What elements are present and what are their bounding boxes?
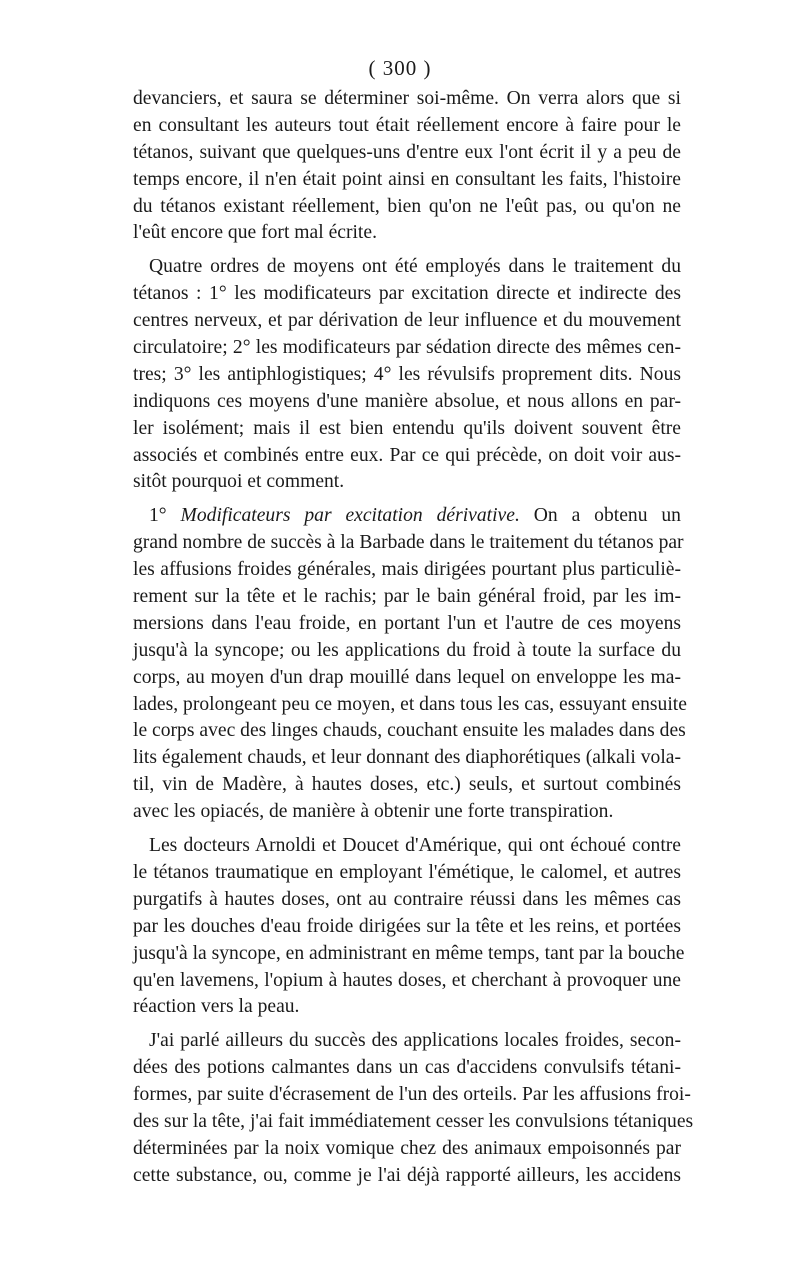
text-line: jusqu'à la syncope, en administrant en même temps, tant par la bouche	[133, 942, 685, 964]
paragraph-2	[133, 254, 681, 496]
text-line: associés et combinés entre eux. Par ce qui précède, on doit voir aus-	[133, 444, 681, 466]
paragraph-1	[133, 86, 681, 247]
text-line: grand nombre de succès à la Barbade dans le traitement du tétanos par	[133, 532, 684, 554]
text-line: ler isolément; mais il est bien entendu qu'ils doivent souvent être	[133, 417, 681, 439]
text-line: corps, au moyen d'un drap mouillé dans lequel on enveloppe les ma-	[133, 666, 681, 688]
text-line: lits également chauds, et leur donnant des diaphorétiques (alkali vola-	[133, 747, 681, 769]
text-line: purgatifs à hautes doses, ont au contraire réussi dans les mêmes cas	[133, 888, 681, 910]
text-line: tres; 3° les antiphlogistiques; 4° les révulsifs proprement dits. Nous	[133, 363, 681, 385]
text-line: des sur la tête, j'ai fait immédiatement cesser les convulsions tétaniques	[133, 1110, 694, 1132]
text-line: til, vin de Madère, à hautes doses, etc.) seuls, et surtout combinés	[133, 774, 681, 796]
text-line: par les douches d'eau froide dirigées sur la tête et les reins, et portées	[133, 915, 681, 937]
text-line: circulatoire; 2° les modificateurs par sédation directe des mêmes cen-	[133, 337, 681, 359]
text-line: devanciers, et saura se déterminer soi-même. On verra alors que si	[133, 88, 681, 109]
text-line: formes, par suite d'écrasement de l'un des orteils. Par les affusions froi-	[133, 1084, 691, 1106]
paragraph-4	[133, 833, 685, 1021]
text-line: avec les opiacés, de manière à obtenir une forte transpiration.	[133, 801, 614, 823]
text-line: le corps avec des linges chauds, couchant ensuite les malades dans des	[133, 720, 686, 742]
text-line: l'eût encore que fort mal écrite.	[133, 222, 377, 244]
paragraph-3	[133, 503, 687, 826]
page-number: ( 300 )	[368, 56, 432, 80]
text-line: réaction vers la peau.	[133, 996, 300, 1018]
text-line: sitôt pourquoi et comment.	[133, 471, 345, 493]
text-line: dées des potions calmantes dans un cas d'accidens convulsifs tétani-	[133, 1057, 681, 1079]
text-line: en consultant les auteurs tout était réellement encore à faire pour le	[133, 114, 681, 136]
text-line: Quatre ordres de moyens ont été employés dans le traitement du	[149, 256, 681, 278]
section-heading: Modificateurs par excitation dérivative.	[180, 505, 520, 527]
text-line: déterminées par la noix vomique chez des animaux empoisonnés par	[133, 1137, 681, 1159]
body-text	[133, 86, 694, 1197]
text-line: centres nerveux, et par dérivation de leur influence et du mouvement	[133, 310, 681, 332]
text-line: J'ai parlé ailleurs du succès des applications locales froides, secon-	[149, 1030, 681, 1052]
text-line: mersions dans l'eau froide, en portant l'un et l'autre de ces moyens	[133, 612, 681, 634]
text-line: du tétanos existant réellement, bien qu'on ne l'eût pas, ou qu'on ne	[133, 195, 681, 217]
text-line: cette substance, ou, comme je l'ai déjà rapporté ailleurs, les accidens	[133, 1164, 681, 1186]
text-fragment: On a obtenu un	[533, 505, 681, 527]
text-line: tétanos : 1° les modificateurs par excitation directe et indirecte des	[133, 283, 681, 305]
text-line: qu'en lavemens, l'opium à hautes doses, et cherchant à provoquer une	[133, 969, 681, 991]
text-line: lades, prolongeant peu ce moyen, et dans tous les cas, essuyant ensuite	[133, 693, 687, 715]
text-line: jusqu'à la syncope; ou les applications du froid à toute la surface du	[133, 639, 681, 661]
text-line: Les docteurs Arnoldi et Doucet d'Amérique, qui ont échoué contre	[149, 835, 681, 857]
section-number: 1°	[149, 505, 167, 527]
text-line: le tétanos traumatique en employant l'émétique, le calomel, et autres	[133, 861, 681, 883]
text-line: tétanos, suivant que quelques-uns d'entre eux l'ont écrit il y a peu de	[133, 141, 681, 163]
text-line: rement sur la tête et le rachis; par le bain général froid, par les im-	[133, 586, 681, 608]
section-heading-line	[133, 503, 681, 530]
text-line: indiquons ces moyens d'une manière absolue, et nous allons en par-	[133, 390, 681, 412]
paragraph-5	[133, 1028, 694, 1189]
text-line: les affusions froides générales, mais dirigées pourtant plus particuliè-	[133, 559, 681, 581]
text-line: temps encore, il n'en était point ainsi en consultant les faits, l'histoire	[133, 168, 681, 190]
